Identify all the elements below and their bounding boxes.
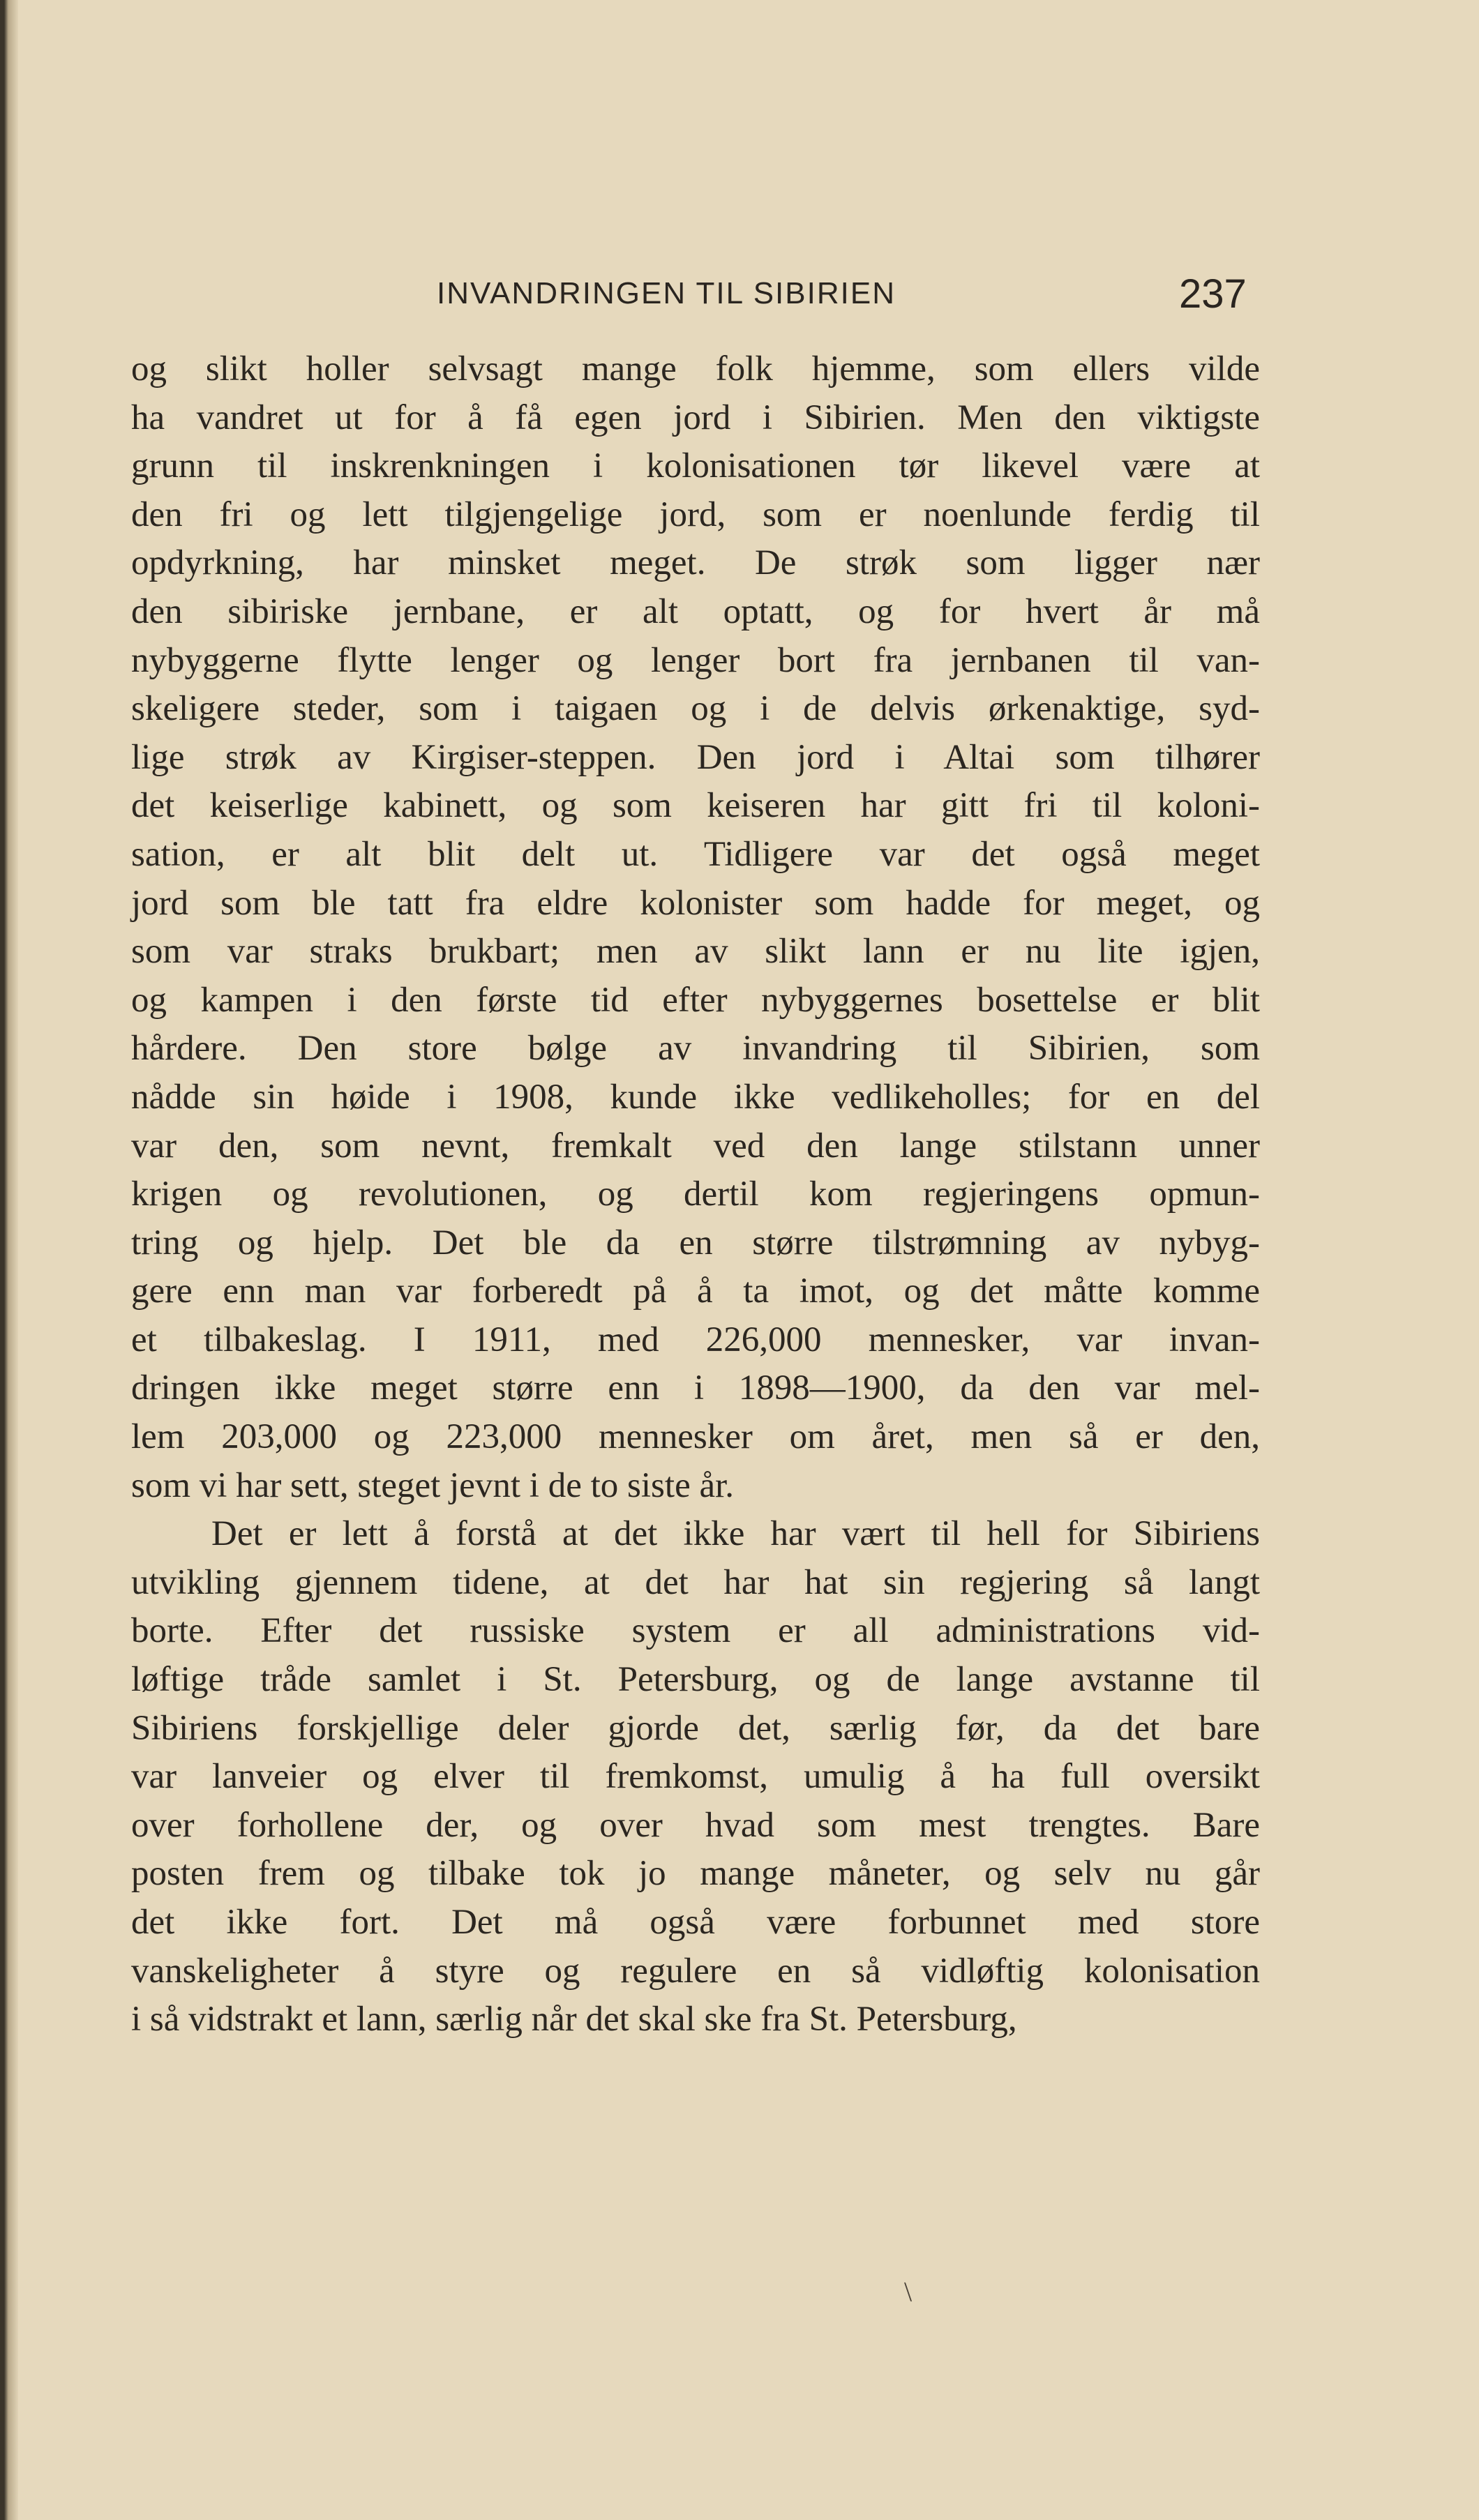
text-line: var lanveier og elver til fremkomst, umulig å ha full oversikt	[131, 1757, 1260, 1797]
text-line: over forhollene der, og over hvad som mest trengtes. Bare	[131, 1805, 1260, 1845]
text-line: den sibiriske jernbane, er alt optatt, og for hvert år må	[131, 591, 1260, 631]
text-line: Sibiriens forskjellige deler gjorde det, særlig før, da det bare	[131, 1708, 1260, 1748]
text-line: nybyggerne flytte lenger og lenger bort fra jernbanen til van-	[131, 640, 1260, 680]
text-line: borte. Efter det russiske system er all administrations vid-	[131, 1611, 1260, 1651]
text-line: grunn til inskrenkningen i kolonisationen tør likevel være at	[131, 446, 1260, 486]
text-line: krigen og revolutionen, og dertil kom regjeringens opmun-	[131, 1175, 1260, 1214]
text-line: gere enn man var forberedt på å ta imot, og det måtte komme	[131, 1272, 1260, 1311]
text-line: lem 203,000 og 223,000 mennesker om året, men så er den,	[131, 1417, 1260, 1457]
running-head: INVANDRINGEN TIL SIBIRIEN	[437, 276, 896, 310]
text-line: ha vandret ut for å få egen jord i Sibirien. Men den viktigste	[131, 398, 1260, 437]
text-line: opdyrkning, har minsket meget. De strøk som ligger nær	[131, 543, 1260, 583]
text-line: i så vidstrakt et lann, særlig når det skal ske fra St. Petersburg,	[131, 2000, 1017, 2039]
page-number: 237	[1179, 271, 1247, 317]
paragraph	[131, 345, 1260, 1510]
stray-mark: \	[904, 2276, 913, 2307]
page-header	[0, 264, 1479, 326]
text-line: var den, som nevnt, fremkalt ved den lange stilstann unner	[131, 1126, 1260, 1165]
text-line: som var straks brukbart; men av slikt lann er nu lite igjen,	[131, 932, 1260, 972]
text-line: dringen ikke meget større enn i 1898—1900, da den var mel-	[131, 1368, 1260, 1408]
text-line: tring og hjelp. Det ble da en større tilstrømning av nybyg-	[131, 1223, 1260, 1262]
text-line: og kampen i den første tid efter nybyggernes bosettelse er blit	[131, 980, 1260, 1020]
text-line: Det er lett å forstå at det ikke har vært til hell for Sibiriens	[211, 1514, 1260, 1554]
text-line: det ikke fort. Det må også være forbunnet med store	[131, 1903, 1260, 1942]
body-text	[131, 345, 1260, 2044]
text-line: den fri og lett tilgjengelige jord, som er noenlunde ferdig til	[131, 495, 1260, 534]
text-line: som vi har sett, steget jevnt i de to siste år.	[131, 1465, 735, 1505]
text-line: skeligere steder, som i taigaen og i de delvis ørkenaktige, syd-	[131, 689, 1260, 729]
text-line: lige strøk av Kirgiser-steppen. Den jord i Altai som tilhører	[131, 737, 1260, 777]
text-line: det keiserlige kabinett, og som keiseren har gitt fri til koloni-	[131, 786, 1260, 826]
text-line: et tilbakeslag. I 1911, med 226,000 mennesker, var invan-	[131, 1320, 1260, 1359]
text-line: utvikling gjennem tidene, at det har hat sin regjering så langt	[131, 1562, 1260, 1602]
text-line: posten frem og tilbake tok jo mange måneter, og selv nu går	[131, 1854, 1260, 1894]
paragraph	[131, 1510, 1260, 2044]
text-line: sation, er alt blit delt ut. Tidligere var det også meget	[131, 834, 1260, 874]
text-line: nådde sin høide i 1908, kunde ikke vedlikeholles; for en del	[131, 1077, 1260, 1117]
text-line: og slikt holler selvsagt mange folk hjemme, som ellers vilde	[131, 349, 1260, 388]
text-line: jord som ble tatt fra eldre kolonister som hadde for meget, og	[131, 883, 1260, 923]
text-line: løftige tråde samlet i St. Petersburg, og de lange avstanne til	[131, 1660, 1260, 1700]
text-line: hårdere. Den store bølge av invandring til Sibirien, som	[131, 1029, 1260, 1069]
page-binding-edge	[0, 0, 18, 2520]
text-line: vanskeligheter å styre og regulere en så vidløftig kolonisation	[131, 1951, 1260, 1991]
